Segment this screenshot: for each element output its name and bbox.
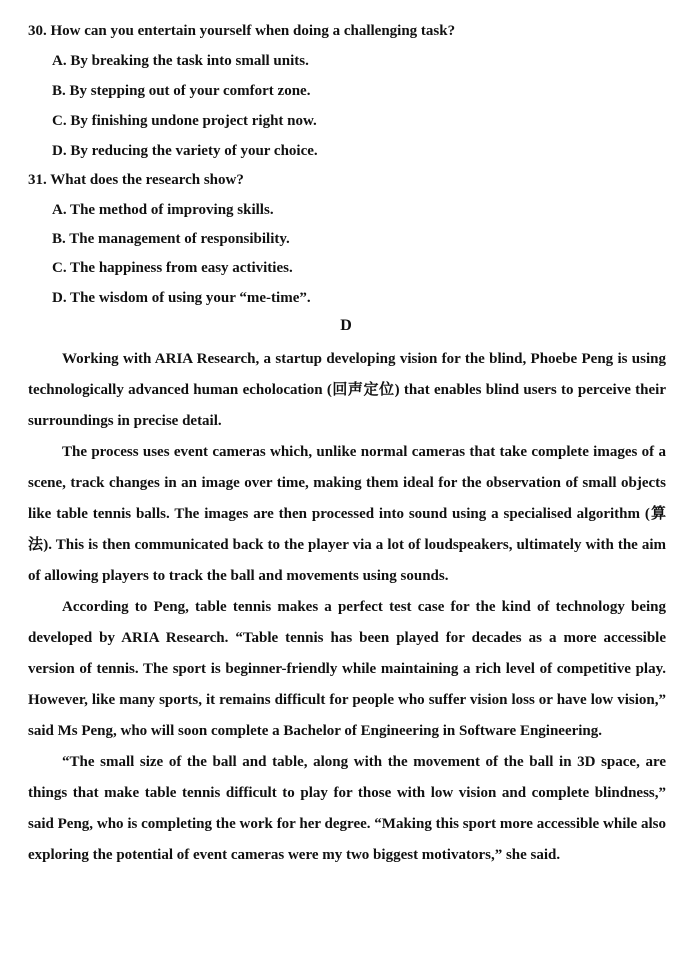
question-31-stem: 31. What does the research show? xyxy=(28,172,244,188)
question-31-option-c: C. The happiness from easy activities. xyxy=(52,260,293,276)
question-31-option-d: D. The wisdom of using your “me-time”. xyxy=(52,290,311,306)
reading-passage xyxy=(28,344,666,871)
passage-paragraph-1: Working with ARIA Research, a startup developing vision for the blind, Phoebe Peng is using technologically advanced human echolocation (回声定位) that enables blind users to perceive their surroundings in precise detail. xyxy=(28,351,666,429)
section-label: D xyxy=(340,317,352,334)
question-30-option-a: A. By breaking the task into small units. xyxy=(52,53,309,69)
question-31-option-b: B. The management of responsibility. xyxy=(52,231,290,247)
question-30-option-d: D. By reducing the variety of your choice. xyxy=(52,143,318,159)
question-31-option-a: A. The method of improving skills. xyxy=(52,202,274,218)
passage-paragraph-4: “The small size of the ball and table, along with the movement of the ball in 3D space, are things that make table tennis difficult to play for those with low vision and complete blindness,” said Peng, who is completing the work for her degree. “Making this sport more accessible while also exploring the potential of event cameras were my two biggest motivators,” she said. xyxy=(28,754,666,863)
passage-paragraph-2: The process uses event cameras which, unlike normal cameras that take complete images of a scene, track changes in an image over time, making them ideal for the observation of small objects like table tennis balls. The images are then processed into sound using a specialised algorithm (算法). This is then communicated back to the player via a lot of loudspeakers, ultimately with the aim of allowing players to track the ball and movements using sounds. xyxy=(28,444,666,584)
question-30-option-c: C. By finishing undone project right now. xyxy=(52,113,317,129)
passage-paragraph-3: According to Peng, table tennis makes a perfect test case for the kind of technology being developed by ARIA Research. “Table tennis has been played for decades as a more accessible version of tennis. The sport is beginner-friendly while maintaining a rich level of competitive play. However, like many sports, it remains difficult for people who suffer vision loss or have low vision,” said Ms Peng, who will soon complete a Bachelor of Engineering in Software Engineering. xyxy=(28,599,666,739)
question-30-option-b: B. By stepping out of your comfort zone. xyxy=(52,83,311,99)
question-30-stem: 30. How can you entertain yourself when doing a challenging task? xyxy=(28,23,456,39)
